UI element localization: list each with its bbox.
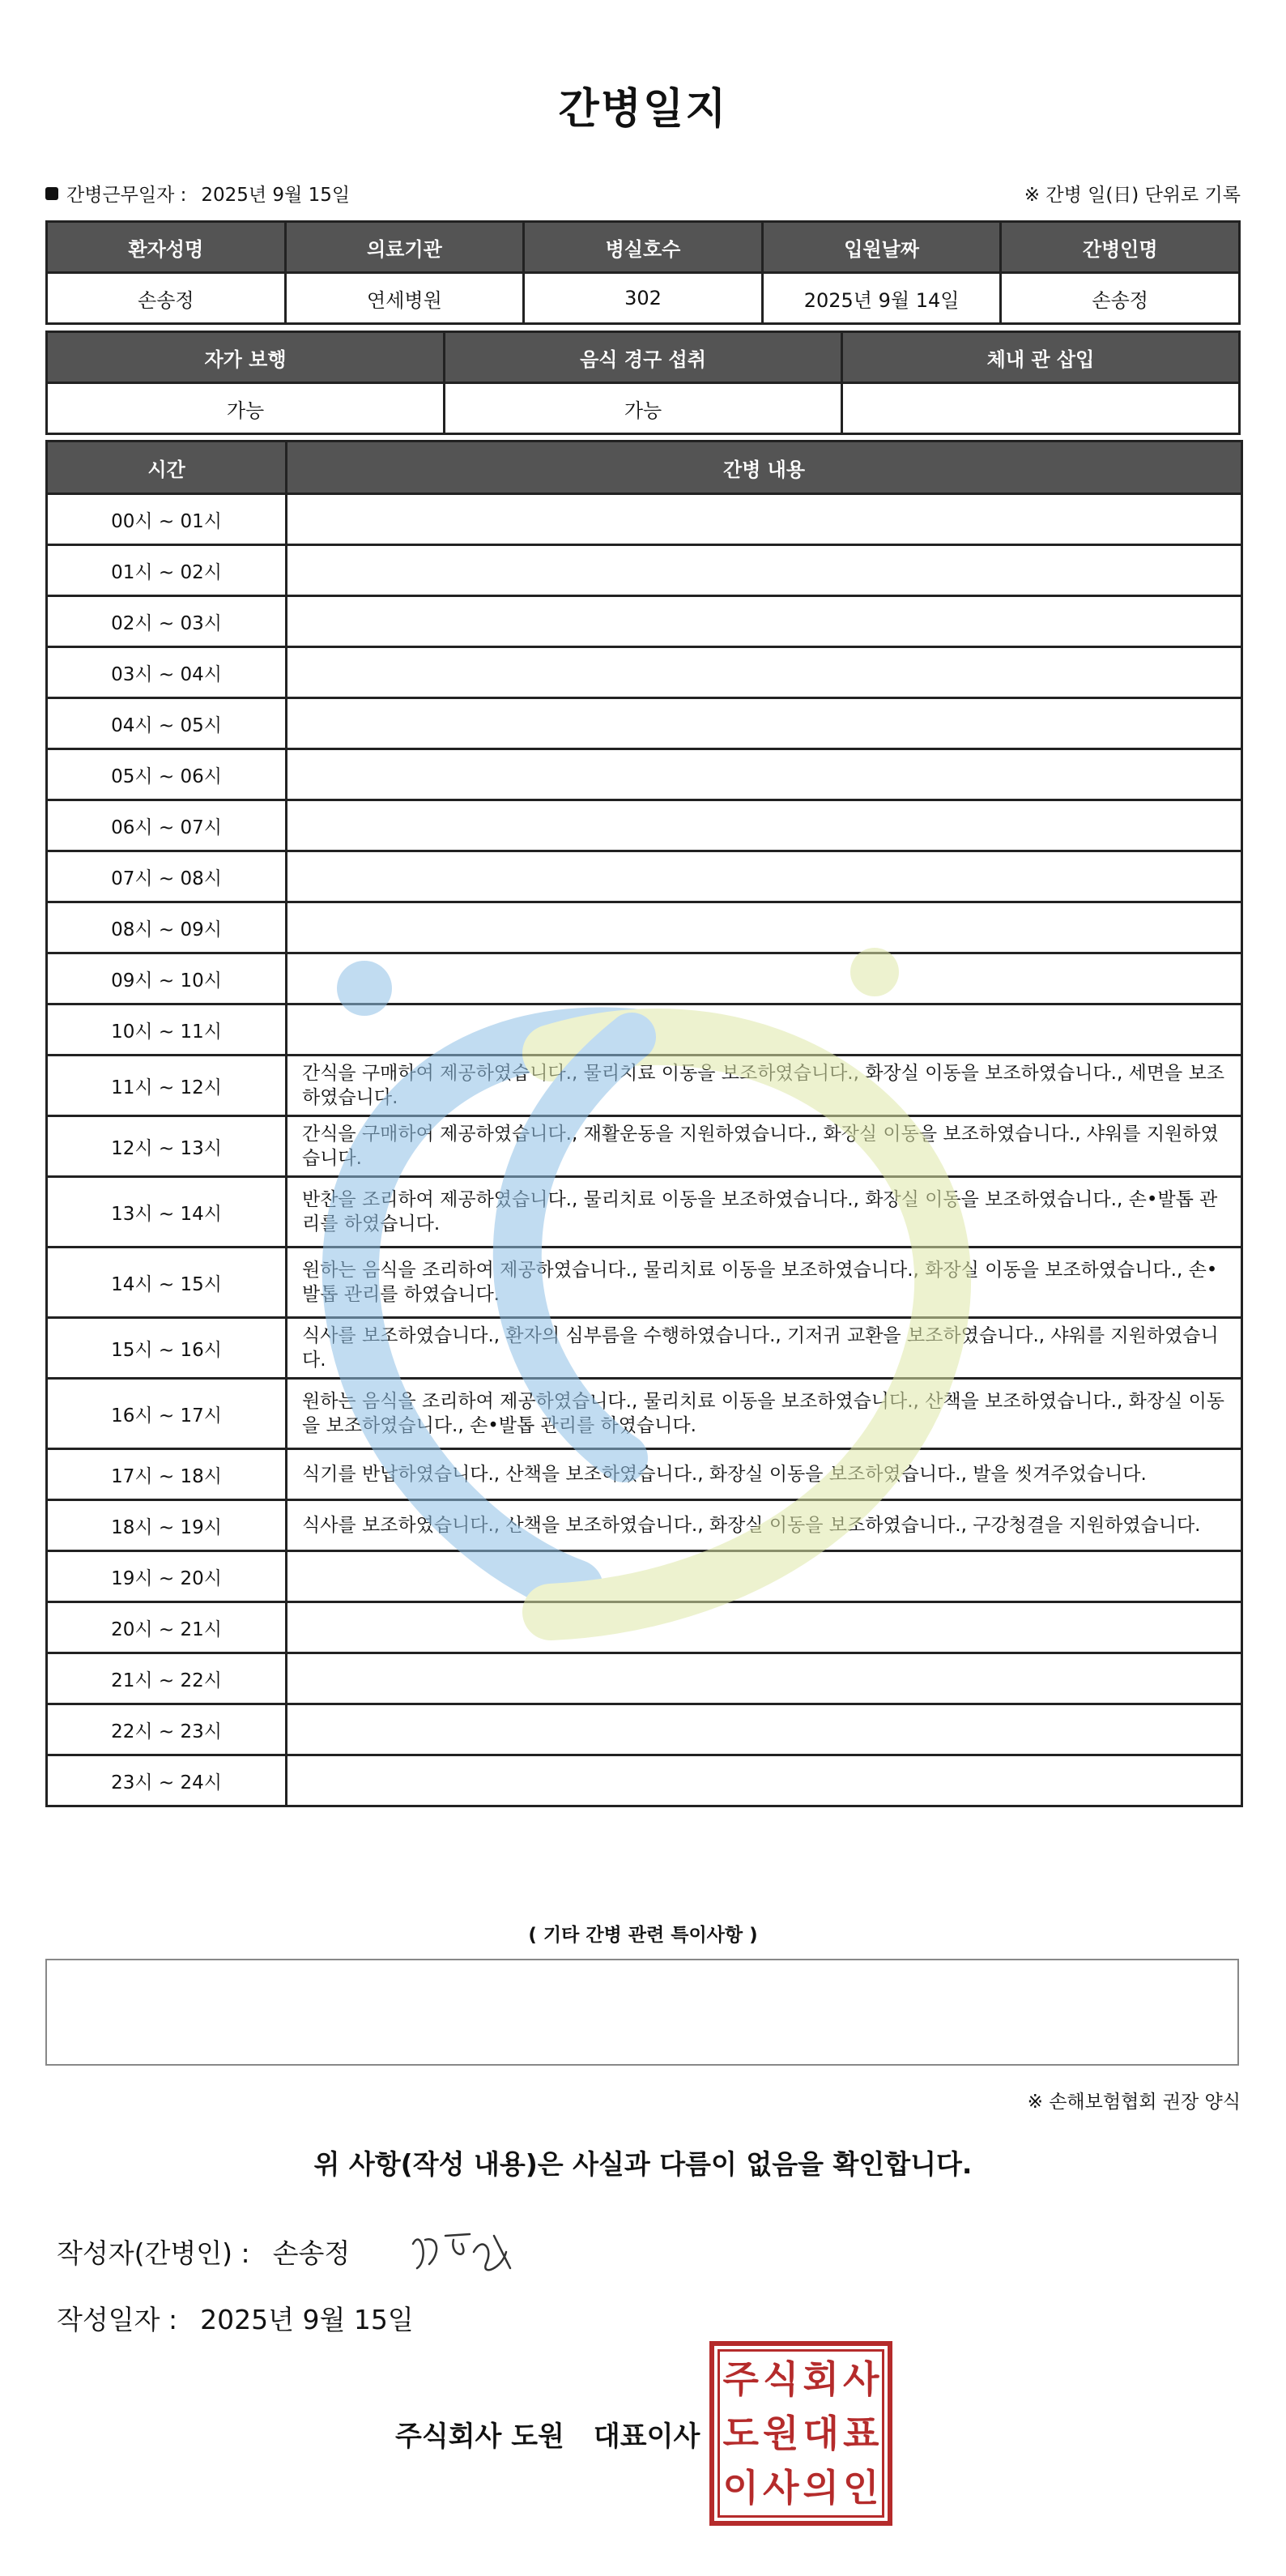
table-header-row [47, 332, 1240, 383]
time-slot: 15시 ~ 16시 [47, 1318, 287, 1379]
table-row [47, 1755, 1242, 1806]
time-slot: 02시 ~ 03시 [47, 596, 287, 647]
institution: 연세병원 [285, 273, 524, 324]
care-note: 반찬을 조리하여 제공하였습니다., 물리치료 이동을 보조하였습니다., 화장실 이동을 보조하였습니다., 손•발톱 관리를 하였습니다. [287, 1177, 1242, 1247]
time-slot: 05시 ~ 06시 [47, 749, 287, 800]
seal-char: 사 [843, 2357, 879, 2402]
hourly-care-table [45, 440, 1243, 1807]
table-row [47, 1056, 1242, 1116]
seal-characters [721, 2352, 881, 2514]
room-number: 302 [524, 273, 763, 324]
seal-char: 원 [763, 2411, 799, 2455]
patient-status-table [45, 331, 1241, 435]
table-row [47, 494, 1242, 545]
oral-intake-value: 가능 [445, 383, 842, 434]
table-row [47, 902, 1242, 953]
table-row [47, 1449, 1242, 1500]
table-row [47, 1551, 1242, 1602]
seal-char: 대 [803, 2411, 839, 2455]
confirm-statement: 위 사항(작성 내용)은 사실과 다름이 없음을 확인합니다. [313, 2148, 973, 2180]
care-note [287, 800, 1242, 851]
care-note [287, 953, 1242, 1004]
table-row [47, 383, 1240, 434]
company-title: 대표이사 [593, 2420, 700, 2453]
care-note [287, 851, 1242, 902]
table-row [47, 851, 1242, 902]
work-date-label: 간병근무일자 : [66, 185, 187, 206]
time-slot: 00시 ~ 01시 [47, 494, 287, 545]
time-slot: 20시 ~ 21시 [47, 1602, 287, 1653]
time-slot: 13시 ~ 14시 [47, 1177, 287, 1247]
care-note: 원하는 음식을 조리하여 제공하였습니다., 물리치료 이동을 보조하였습니다., 화장실 이동을 보조하였습니다., 손•발톱 관리를 하였습니다. [287, 1247, 1242, 1318]
work-date [45, 180, 350, 207]
time-slot: 04시 ~ 05시 [47, 698, 287, 749]
care-note [287, 1704, 1242, 1755]
table-row [47, 1704, 1242, 1755]
header-admission-date: 입원날짜 [762, 222, 1001, 273]
seal-char: 회 [803, 2357, 839, 2402]
care-note [287, 647, 1242, 698]
written-date-label: 작성일자 : [57, 2304, 178, 2335]
header-tube: 체내 관 삽입 [842, 332, 1240, 383]
tube-value [842, 383, 1240, 434]
time-slot: 21시 ~ 22시 [47, 1653, 287, 1704]
header-room: 병실호수 [524, 222, 763, 273]
header-time: 시간 [47, 441, 287, 494]
writer-name: 손송정 [272, 2237, 351, 2269]
time-slot: 14시 ~ 15시 [47, 1247, 287, 1318]
time-slot: 03시 ~ 04시 [47, 647, 287, 698]
care-note [287, 1004, 1242, 1056]
care-note [287, 596, 1242, 647]
care-note [287, 1653, 1242, 1704]
seal-char: 주 [722, 2357, 759, 2402]
care-note [287, 545, 1242, 596]
time-slot: 18시 ~ 19시 [47, 1500, 287, 1551]
company-seal-stamp [709, 2341, 892, 2526]
time-slot: 12시 ~ 13시 [47, 1116, 287, 1177]
header-care-content: 간병 내용 [287, 441, 1242, 494]
care-note [287, 494, 1242, 545]
table-header-row [47, 441, 1242, 494]
page-title: 간병일지 [558, 85, 728, 134]
seal-char: 인 [843, 2465, 879, 2510]
handwritten-signature [405, 2220, 526, 2284]
time-slot: 17시 ~ 18시 [47, 1449, 287, 1500]
company-name: 주식회사 도원 [395, 2420, 564, 2453]
time-slot: 11시 ~ 12시 [47, 1056, 287, 1116]
admission-date: 2025년 9월 14일 [762, 273, 1001, 324]
unit-note: ※ 간병 일(日) 단위로 기록 [1024, 185, 1241, 206]
table-row [47, 1177, 1242, 1247]
special-notes-title: ( 기타 간병 관련 특이사항 ) [528, 1925, 758, 1946]
header-oral-intake: 음식 경구 섭취 [445, 332, 842, 383]
care-note: 식기를 반납하였습니다., 산책을 보조하였습니다., 화장실 이동을 보조하였습니다., 발을 씻겨주었습니다. [287, 1449, 1242, 1500]
care-note: 간식을 구매하여 제공하였습니다., 물리치료 이동을 보조하였습니다., 화장실 이동을 보조하였습니다., 세면을 보조하였습니다. [287, 1056, 1242, 1116]
seal-char: 식 [763, 2357, 799, 2402]
table-row [47, 749, 1242, 800]
care-note: 원하는 음식을 조리하여 제공하였습니다., 물리치료 이동을 보조하였습니다., 산책을 보조하였습니다., 화장실 이동을 보조하였습니다., 손•발톱 관리를 하였습니다. [287, 1379, 1242, 1449]
table-row [47, 1500, 1242, 1551]
table-row [47, 953, 1242, 1004]
table-row [47, 545, 1242, 596]
patient-info-table [45, 220, 1241, 325]
time-slot: 06시 ~ 07시 [47, 800, 287, 851]
writer-row [57, 2233, 350, 2271]
care-note [287, 749, 1242, 800]
table-row [47, 800, 1242, 851]
header-caregiver: 간병인명 [1001, 222, 1240, 273]
time-slot: 16시 ~ 17시 [47, 1379, 287, 1449]
seal-char: 표 [843, 2411, 879, 2455]
table-row [47, 647, 1242, 698]
seal-char: 이 [722, 2465, 759, 2510]
table-row [47, 698, 1242, 749]
walking-value: 가능 [47, 383, 445, 434]
table-row [47, 1653, 1242, 1704]
header-patient-name: 환자성명 [47, 222, 286, 273]
table-row [47, 1318, 1242, 1379]
recommend-note: ※ 손해보험협회 권장 양식 [1027, 2092, 1241, 2113]
written-date-value: 2025년 9월 15일 [200, 2304, 414, 2335]
time-slot: 01시 ~ 02시 [47, 545, 287, 596]
writer-label: 작성자(간병인) : [57, 2237, 250, 2269]
work-date-row [45, 180, 1241, 209]
table-row [47, 596, 1242, 647]
care-note: 간식을 구매하여 제공하였습니다., 재활운동을 지원하였습니다., 화장실 이동을 보조하였습니다., 샤워를 지원하였습니다. [287, 1116, 1242, 1177]
table-row [47, 1247, 1242, 1318]
time-slot: 08시 ~ 09시 [47, 902, 287, 953]
time-slot: 07시 ~ 08시 [47, 851, 287, 902]
seal-char: 도 [722, 2411, 759, 2455]
patient-name: 손송정 [47, 273, 286, 324]
care-note [287, 1755, 1242, 1806]
table-row [47, 273, 1240, 324]
care-note: 식사를 보조하였습니다., 산책을 보조하였습니다., 화장실 이동을 보조하였습니다., 구강청결을 지원하였습니다. [287, 1500, 1242, 1551]
time-slot: 10시 ~ 11시 [47, 1004, 287, 1056]
care-note [287, 1602, 1242, 1653]
care-note: 식사를 보조하였습니다., 환자의 심부름을 수행하였습니다., 기저귀 교환을 보조하였습니다., 샤워를 지원하였습니다. [287, 1318, 1242, 1379]
care-note [287, 1551, 1242, 1602]
care-note [287, 902, 1242, 953]
care-note [287, 698, 1242, 749]
bullet-icon [45, 187, 58, 200]
caregiver-name: 손송정 [1001, 273, 1240, 324]
time-slot: 22시 ~ 23시 [47, 1704, 287, 1755]
header-institution: 의료기관 [285, 222, 524, 273]
company-signature-line [395, 2414, 700, 2454]
table-header-row [47, 222, 1240, 273]
table-row [47, 1116, 1242, 1177]
header-walking: 자가 보행 [47, 332, 445, 383]
written-date-row [57, 2299, 414, 2337]
table-row [47, 1602, 1242, 1653]
time-slot: 19시 ~ 20시 [47, 1551, 287, 1602]
table-row [47, 1004, 1242, 1056]
special-notes-box [45, 1959, 1239, 2066]
time-slot: 09시 ~ 10시 [47, 953, 287, 1004]
seal-char: 의 [803, 2465, 839, 2510]
seal-char: 사 [763, 2465, 799, 2510]
work-date-value: 2025년 9월 15일 [201, 185, 351, 206]
schedule-body [47, 494, 1242, 1806]
time-slot: 23시 ~ 24시 [47, 1755, 287, 1806]
table-row [47, 1379, 1242, 1449]
